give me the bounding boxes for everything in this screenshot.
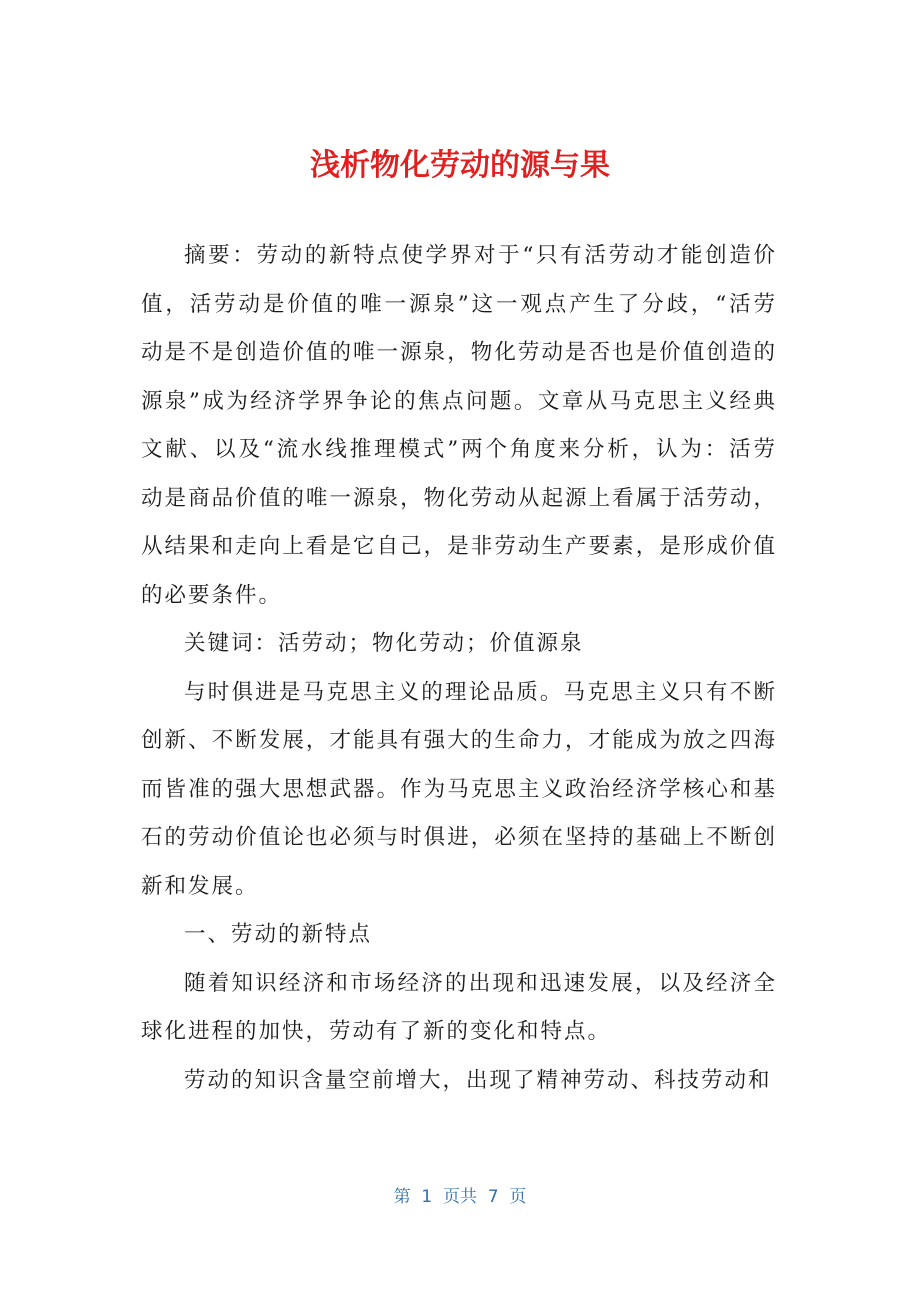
document-title: 浅析物化劳动的源与果 (310, 148, 610, 183)
body-paragraph: 劳动的知识含量空前增大，出现了精神劳动、科技劳动和 (184, 1067, 772, 1093)
keywords-paragraph: 关键词：活劳动；物化劳动；价值源泉 (184, 631, 584, 656)
document-body (141, 232, 777, 1105)
body-paragraph: 随着知识经济和市场经济的出现和迅速发展，以及经济全球化进程的加快，劳动有了新的变化和特点。 (141, 970, 777, 1044)
page-number-footer: 第 1 页共 7 页 (393, 1187, 527, 1207)
section-heading: 一、劳动的新特点 (184, 922, 373, 947)
abstract-paragraph: 摘要：劳动的新特点使学界对于“只有活劳动才能创造价值，活劳动是价值的唯一源泉”这一观点产生了分歧，“活劳动是不是创造价值的唯一源泉，物化劳动是否也是价值创造的源泉”成为经济学界争论的焦点问题。文章从马克思主义经典文献、以及“流水线推理模式”两个角度来分析，认为：活劳动是商品价值的唯一源泉，物化劳动从起源上看属于活劳动，从结果和走向上看是它自己，是非劳动生产要素，是形成价值的必要条件。 (141, 243, 777, 608)
body-paragraph: 与时俱进是马克思主义的理论品质。马克思主义只有不断创新、不断发展，才能具有强大的生命力，才能成为放之四海而皆准的强大思想武器。作为马克思主义政治经济学核心和基石的劳动价值论也必须与时俱进，必须在坚持的基础上不断创新和发展。 (141, 679, 777, 899)
